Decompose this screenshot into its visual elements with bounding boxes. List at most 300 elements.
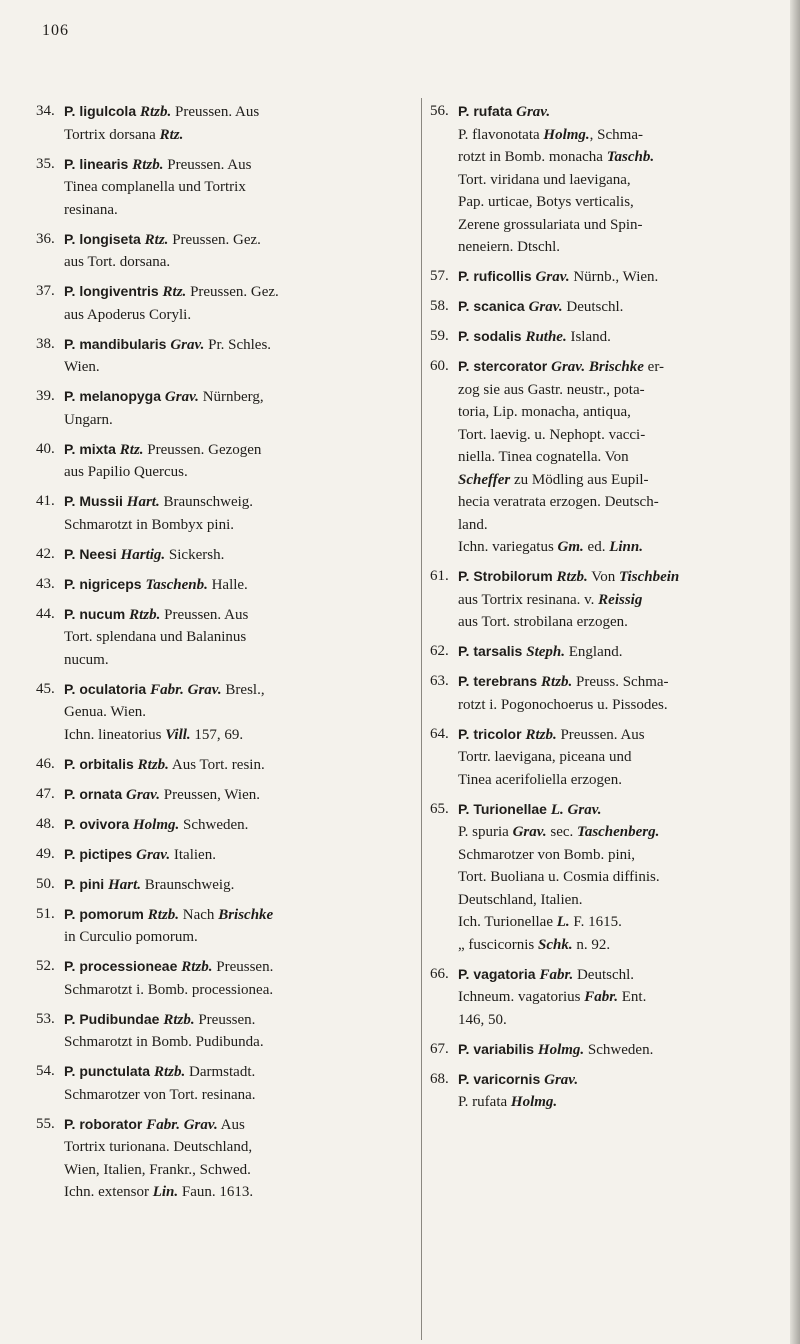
entry-line [458, 355, 768, 379]
entry-text: rotzt in Bomb. monacha [458, 149, 607, 165]
species-name: P. ligulcola [64, 103, 140, 119]
entry-line [458, 146, 768, 169]
entry-number: 36. [36, 230, 55, 247]
catalog-entry [36, 955, 412, 1001]
entry-line [64, 926, 412, 949]
species-name: P. Mussii [64, 493, 127, 509]
catalog-entry [36, 1060, 412, 1106]
entry-line [64, 490, 412, 514]
entry-line [458, 265, 768, 289]
entry-text: Preussen. Aus [163, 156, 252, 173]
italic-text: Rtz. [144, 231, 169, 248]
entry-text: Halle. [207, 576, 248, 593]
italic-text: Rtzb. [525, 726, 557, 743]
entry-line [64, 153, 412, 177]
entry-text: resinana. [64, 201, 118, 218]
entry-line [64, 626, 412, 649]
entry-text: Schmarotzt i. Bomb. processionea. [64, 981, 274, 998]
italic-text: Rtzb. [132, 156, 164, 173]
entry-text: Deutschl. [562, 299, 624, 315]
entry-line [64, 724, 412, 747]
italic-text: Fabr. Grav. [150, 681, 222, 698]
entry-line [64, 280, 412, 304]
catalog-entry [36, 783, 412, 807]
italic-text: Fabr. Grav. [146, 1116, 218, 1133]
entry-text: Tort. laevig. u. Nephopt. vacci- [458, 426, 646, 443]
left-column [36, 100, 412, 1210]
entry-text: toria, Lip. monacha, antiqua, [458, 404, 631, 420]
italic-text: Rtzb. [147, 906, 180, 923]
catalog-entry [36, 385, 412, 431]
species-name: P. rufata [458, 103, 517, 119]
entry-text: aus Tort. dorsana. [64, 254, 171, 270]
entry-line [64, 199, 412, 222]
italic-text: Scheffer [458, 471, 511, 488]
entry-number: 48. [36, 815, 55, 832]
catalog-entry [36, 873, 412, 897]
italic-text: Fabr. [584, 989, 618, 1005]
catalog-entry [430, 640, 768, 664]
entry-line [458, 565, 768, 589]
entry-text: Nürnb., Wien. [569, 269, 659, 285]
entry-text: Tort. viridana und laevigana, [458, 171, 631, 188]
entry-number: 65. [430, 800, 449, 817]
species-name: P. mandibularis [64, 335, 171, 352]
entry-text: Schmarotzer von Tort. resinana. [64, 1086, 256, 1103]
entry-number: 39. [36, 388, 55, 404]
catalog-entry [430, 670, 768, 716]
entry-number: 59. [430, 328, 449, 344]
entry-text: Ichneum. vagatorius [458, 989, 585, 1005]
italic-text: Grav. [512, 824, 547, 840]
species-name: P. ruficollis [458, 268, 536, 284]
entry-number: 50. [36, 875, 55, 892]
entry-line [64, 1159, 412, 1182]
entry-text: Tinea complanella und Tortrix [64, 179, 246, 195]
entry-line [458, 424, 768, 447]
italic-text: Taschenb. [145, 576, 208, 593]
entry-text: hecia veratrata erzogen. Deutsch- [458, 494, 659, 510]
catalog-entry [430, 265, 768, 289]
catalog-entry [36, 100, 412, 146]
entry-text: Preussen. Aus [556, 726, 645, 743]
italic-text: Grav. [164, 389, 199, 405]
entry-line [458, 100, 768, 124]
entry-text: Tort. splendana und Balaninus [64, 629, 247, 645]
species-name: P. nucum [64, 605, 130, 622]
entry-text: Braunschweig. [159, 494, 254, 510]
entry-line [64, 783, 412, 807]
entry-line [458, 769, 768, 792]
italic-text: Fabr. [539, 966, 574, 983]
entry-text: Sickersh. [165, 546, 225, 563]
entry-number: 35. [36, 155, 55, 172]
catalog-entry [36, 603, 412, 672]
entry-text: P. rufata [458, 1094, 511, 1110]
italic-text: Rtz. [162, 284, 187, 300]
entry-line [458, 401, 768, 424]
entry-line [458, 491, 768, 514]
entry-text: niella. Tinea cognatella. Von [458, 449, 629, 465]
entry-line [458, 889, 768, 912]
catalog-entry [36, 753, 412, 777]
catalog-entry [430, 295, 768, 319]
entry-line [64, 385, 412, 409]
italic-text: Rtzb. [163, 1011, 195, 1028]
entry-line [458, 821, 768, 844]
italic-text: Rtzb. [181, 959, 213, 975]
entry-text: Faun. 1613. [178, 1184, 254, 1200]
species-name: P. ovivora [64, 815, 134, 832]
entry-text: Tortrix turionana. Deutschland, [64, 1139, 253, 1155]
species-name: P. stercorator [458, 358, 552, 374]
catalog-entry [36, 1113, 412, 1204]
entry-text: zog sie aus Gastr. neustr., pota- [458, 381, 645, 398]
species-name: P. tricolor [458, 725, 526, 742]
species-name: P. Turionellae [458, 800, 551, 817]
italic-text: Grav. Brischke [551, 359, 644, 375]
entry-number: 53. [36, 1010, 55, 1027]
catalog-entry [36, 543, 412, 567]
entry-text: land. [458, 516, 488, 533]
entry-number: 45. [36, 680, 55, 697]
catalog-entry [36, 228, 412, 274]
entry-number: 60. [430, 358, 449, 374]
catalog-entry [430, 1038, 768, 1062]
catalog-entry [36, 438, 412, 484]
entry-text: nucum. [64, 651, 109, 668]
entry-line [64, 1008, 412, 1032]
entry-line [64, 649, 412, 672]
species-name: P. varicornis [458, 1070, 545, 1087]
italic-text: L. [556, 914, 570, 930]
entry-line [458, 798, 768, 822]
italic-text: Rtz. [119, 441, 144, 458]
entry-line [458, 379, 768, 402]
entry-text: ed. [583, 539, 610, 555]
entry-text: Schmarotzt in Bombyx pini. [64, 516, 234, 533]
species-name: P. linearis [64, 155, 133, 172]
entry-text: Ungarn. [64, 411, 113, 428]
entry-number: 62. [430, 643, 449, 659]
entry-text: Ichn. lineatorius [64, 726, 166, 743]
entry-text: aus Papilio Quercus. [64, 464, 188, 480]
entry-text: er- [643, 359, 665, 375]
species-name: P. terebrans [458, 673, 542, 689]
species-name: P. punctulata [64, 1063, 154, 1079]
entry-line [64, 176, 412, 199]
entry-line [64, 701, 412, 724]
entry-number: 40. [36, 440, 55, 457]
catalog-entry [430, 325, 768, 349]
italic-text: L. Grav. [550, 801, 602, 818]
italic-text: Holmg. [133, 816, 180, 833]
entry-line [458, 191, 768, 214]
italic-text: Grav. [544, 1071, 579, 1088]
entry-number: 67. [430, 1040, 449, 1057]
italic-text: Grav. [516, 104, 551, 120]
catalog-entry [36, 843, 412, 867]
entry-text: Preussen. Aus [171, 104, 260, 120]
catalog-entry [430, 723, 768, 792]
italic-text: Holmg. [537, 1041, 585, 1058]
entry-line [64, 678, 412, 702]
entry-number: 49. [36, 845, 55, 862]
entry-text: Preussen. [194, 1011, 256, 1028]
species-name: P. mixta [64, 440, 120, 457]
entry-number: 52. [36, 958, 55, 974]
entry-text: Tortrix dorsana [64, 126, 160, 143]
entry-line [458, 295, 768, 319]
entry-text: Tortr. laevigana, piceana und [458, 749, 632, 765]
italic-text: Lin. [152, 1184, 179, 1200]
entry-number: 34. [36, 103, 55, 119]
entry-number: 46. [36, 755, 55, 772]
entry-text: Deutschland, Italien. [458, 891, 583, 908]
entry-line [458, 844, 768, 867]
entry-line [458, 1038, 768, 1062]
entry-line [64, 903, 412, 927]
entry-line [458, 469, 768, 492]
entry-line [458, 325, 768, 349]
entry-text: Pr. Schles. [204, 336, 272, 353]
entry-line [458, 214, 768, 237]
species-name: P. ornata [64, 785, 126, 802]
entry-text: „ fuscicornis [458, 936, 538, 953]
entry-line [458, 640, 768, 664]
species-name: P. pictipes [64, 845, 137, 862]
entry-text: neneiern. Dtschl. [458, 239, 561, 255]
entry-line [458, 514, 768, 537]
entry-line [64, 1136, 412, 1159]
entry-text: Darmstadt. [185, 1064, 256, 1080]
catalog-entry [36, 333, 412, 379]
entry-line [64, 304, 412, 327]
italic-text: Holmg. [543, 126, 590, 143]
catalog-entry [36, 903, 412, 949]
entry-line [64, 461, 412, 484]
entry-text: Preussen. Gezogen [143, 441, 262, 458]
entry-text: aus Apoderus Coryli. [64, 306, 192, 323]
italic-text: Taschenberg. [577, 824, 660, 840]
entry-line [64, 1181, 412, 1204]
entry-number: 56. [430, 103, 449, 119]
species-name: P. scanica [458, 298, 529, 314]
entry-line [458, 1091, 768, 1114]
italic-text: Ruthe. [525, 329, 567, 345]
entry-text: Preussen. Gez. [168, 231, 261, 248]
entry-line [458, 694, 768, 717]
entry-text: zu Mödling aus Eupil- [510, 471, 649, 488]
entry-text: aus Tortrix resinana. v. [458, 591, 599, 608]
catalog-entry [430, 963, 768, 1032]
entry-text: 157, 69. [190, 726, 244, 743]
entry-text: P. spuria [458, 824, 513, 840]
entry-text: aus Tort. strobilana erzogen. [458, 614, 628, 630]
italic-text: Hartig. [120, 546, 166, 563]
species-name: P. longiseta [64, 230, 145, 247]
catalog-entry [430, 1068, 768, 1114]
entry-line [64, 843, 412, 867]
entry-text: Preussen. [212, 959, 274, 975]
entry-number: 37. [36, 283, 55, 299]
entry-text: Ichn. extensor [64, 1184, 153, 1200]
entry-text: Preussen. Gez. [186, 284, 279, 300]
entry-text: Von [587, 569, 619, 585]
catalog-entry [36, 678, 412, 747]
entry-line [64, 813, 412, 837]
entry-line [458, 589, 768, 612]
catalog-entry [430, 100, 768, 259]
italic-text: Schk. [537, 936, 573, 953]
entry-line [458, 934, 768, 957]
catalog-entry [430, 355, 768, 559]
entry-text: Ichn. variegatus [458, 539, 558, 555]
entry-line [64, 979, 412, 1002]
italic-text: Taschb. [606, 149, 655, 165]
page-number: 106 [42, 22, 69, 39]
entry-text: Aus [217, 1116, 245, 1133]
entry-text: 146, 50. [458, 1011, 507, 1028]
entry-line [64, 514, 412, 537]
entry-line [64, 438, 412, 462]
entry-text: Schmarotzer von Bomb. pini, [458, 846, 636, 863]
italic-text: Rtzb. [153, 1064, 186, 1080]
species-name: P. sodalis [458, 328, 526, 344]
italic-text: Vill. [165, 726, 191, 743]
entry-text: sec. [546, 824, 578, 840]
italic-text: Holmg. [510, 1094, 558, 1110]
entry-text: Tinea acerifoliella erzogen. [458, 771, 622, 788]
entry-text: Pap. urticae, Botys verticalis, [458, 194, 634, 210]
entry-line [458, 986, 768, 1009]
entry-line [64, 603, 412, 627]
catalog-entry [36, 573, 412, 597]
entry-text: Genua. Wien. [64, 704, 147, 720]
italic-text: Steph. [526, 644, 566, 660]
entry-text: Island. [566, 329, 611, 345]
entry-line [458, 611, 768, 634]
entry-number: 55. [36, 1115, 55, 1132]
entry-text: Preussen. Aus [160, 606, 249, 623]
entry-line [458, 236, 768, 259]
entry-text: Bresl., [221, 681, 265, 698]
entry-number: 54. [36, 1063, 55, 1079]
entry-text: Ent. [617, 989, 647, 1005]
entry-number: 43. [36, 575, 55, 592]
species-name: P. longiventris [64, 283, 163, 299]
entry-text: P. flavonotata [458, 126, 544, 143]
italic-text: Gm. [557, 539, 584, 555]
entry-number: 58. [430, 298, 449, 314]
italic-text: Grav. [170, 336, 205, 353]
species-name: P. processioneae [64, 958, 182, 974]
species-name: P. oculatoria [64, 680, 151, 697]
species-name: P. roborator [64, 1115, 147, 1132]
entry-number: 38. [36, 335, 55, 352]
entry-line [458, 723, 768, 747]
entry-text: Wien. [64, 359, 100, 375]
entry-line [64, 409, 412, 432]
entry-text: Nach [179, 906, 219, 923]
italic-text: Rtzb. [137, 756, 169, 773]
entry-number: 47. [36, 785, 55, 802]
italic-text: Reissig [598, 591, 643, 608]
entry-number: 51. [36, 905, 55, 922]
species-name: P. Neesi [64, 545, 121, 562]
entry-text: Deutschl. [573, 966, 635, 983]
right-column [430, 100, 768, 1120]
entry-line [458, 124, 768, 147]
catalog-entry [36, 1008, 412, 1054]
catalog-entry [36, 490, 412, 536]
entry-text: Ich. Turionellae [458, 914, 557, 930]
entry-line [64, 251, 412, 274]
italic-text: Tischbein [618, 569, 680, 585]
entry-text: F. 1615. [569, 914, 622, 930]
entry-line [64, 333, 412, 357]
species-name: P. pini [64, 875, 109, 892]
entry-text: Aus Tort. resin. [168, 756, 265, 773]
entry-text: Zerene grossulariata und Spin- [458, 216, 643, 233]
species-name: P. variabilis [458, 1040, 538, 1057]
species-name: P. tarsalis [458, 643, 527, 659]
entry-number: 61. [430, 568, 449, 584]
entry-line [458, 866, 768, 889]
entry-text: Tort. Buoliana u. Cosmia diffinis. [458, 869, 660, 885]
entry-text: England. [565, 644, 623, 660]
entry-line [458, 963, 768, 987]
entry-number: 68. [430, 1070, 449, 1087]
page-edge [790, 0, 800, 1344]
entry-line [458, 446, 768, 469]
entry-text: Schweden. [179, 816, 249, 833]
italic-text: Rtzb. [129, 606, 161, 623]
entry-text: , Schma- [589, 126, 643, 143]
italic-text: Hart. [126, 494, 160, 510]
entry-line [458, 1009, 768, 1032]
entry-line [64, 1031, 412, 1054]
entry-text: Braunschweig. [141, 876, 235, 893]
catalog-entry [430, 565, 768, 634]
entry-line [64, 124, 412, 147]
species-name: P. nigriceps [64, 575, 146, 592]
species-name: P. Pudibundae [64, 1010, 164, 1027]
entry-line [64, 1084, 412, 1107]
entry-line [64, 573, 412, 597]
species-name: P. orbitalis [64, 755, 138, 772]
entry-line [64, 228, 412, 252]
italic-text: Grav. [136, 846, 171, 863]
species-name: P. Strobilorum [458, 568, 557, 584]
entry-text: in Curculio pomorum. [64, 929, 198, 945]
species-name: P. melanopyga [64, 388, 165, 404]
entry-number: 41. [36, 493, 55, 509]
italic-text: Rtzb. [556, 569, 588, 585]
entry-line [458, 1068, 768, 1092]
catalog-entry [36, 280, 412, 326]
catalog-entry [430, 798, 768, 957]
entry-text: n. 92. [572, 936, 611, 953]
italic-text: Grav. [126, 786, 161, 803]
entry-line [458, 169, 768, 192]
entry-line [458, 670, 768, 694]
entry-text: Schmarotzt in Bomb. Pudibunda. [64, 1034, 264, 1050]
column-divider [421, 98, 422, 1340]
entry-number: 66. [430, 965, 449, 982]
entry-text: Wien, Italien, Frankr., Schwed. [64, 1161, 251, 1178]
italic-text: Grav. [528, 299, 563, 315]
